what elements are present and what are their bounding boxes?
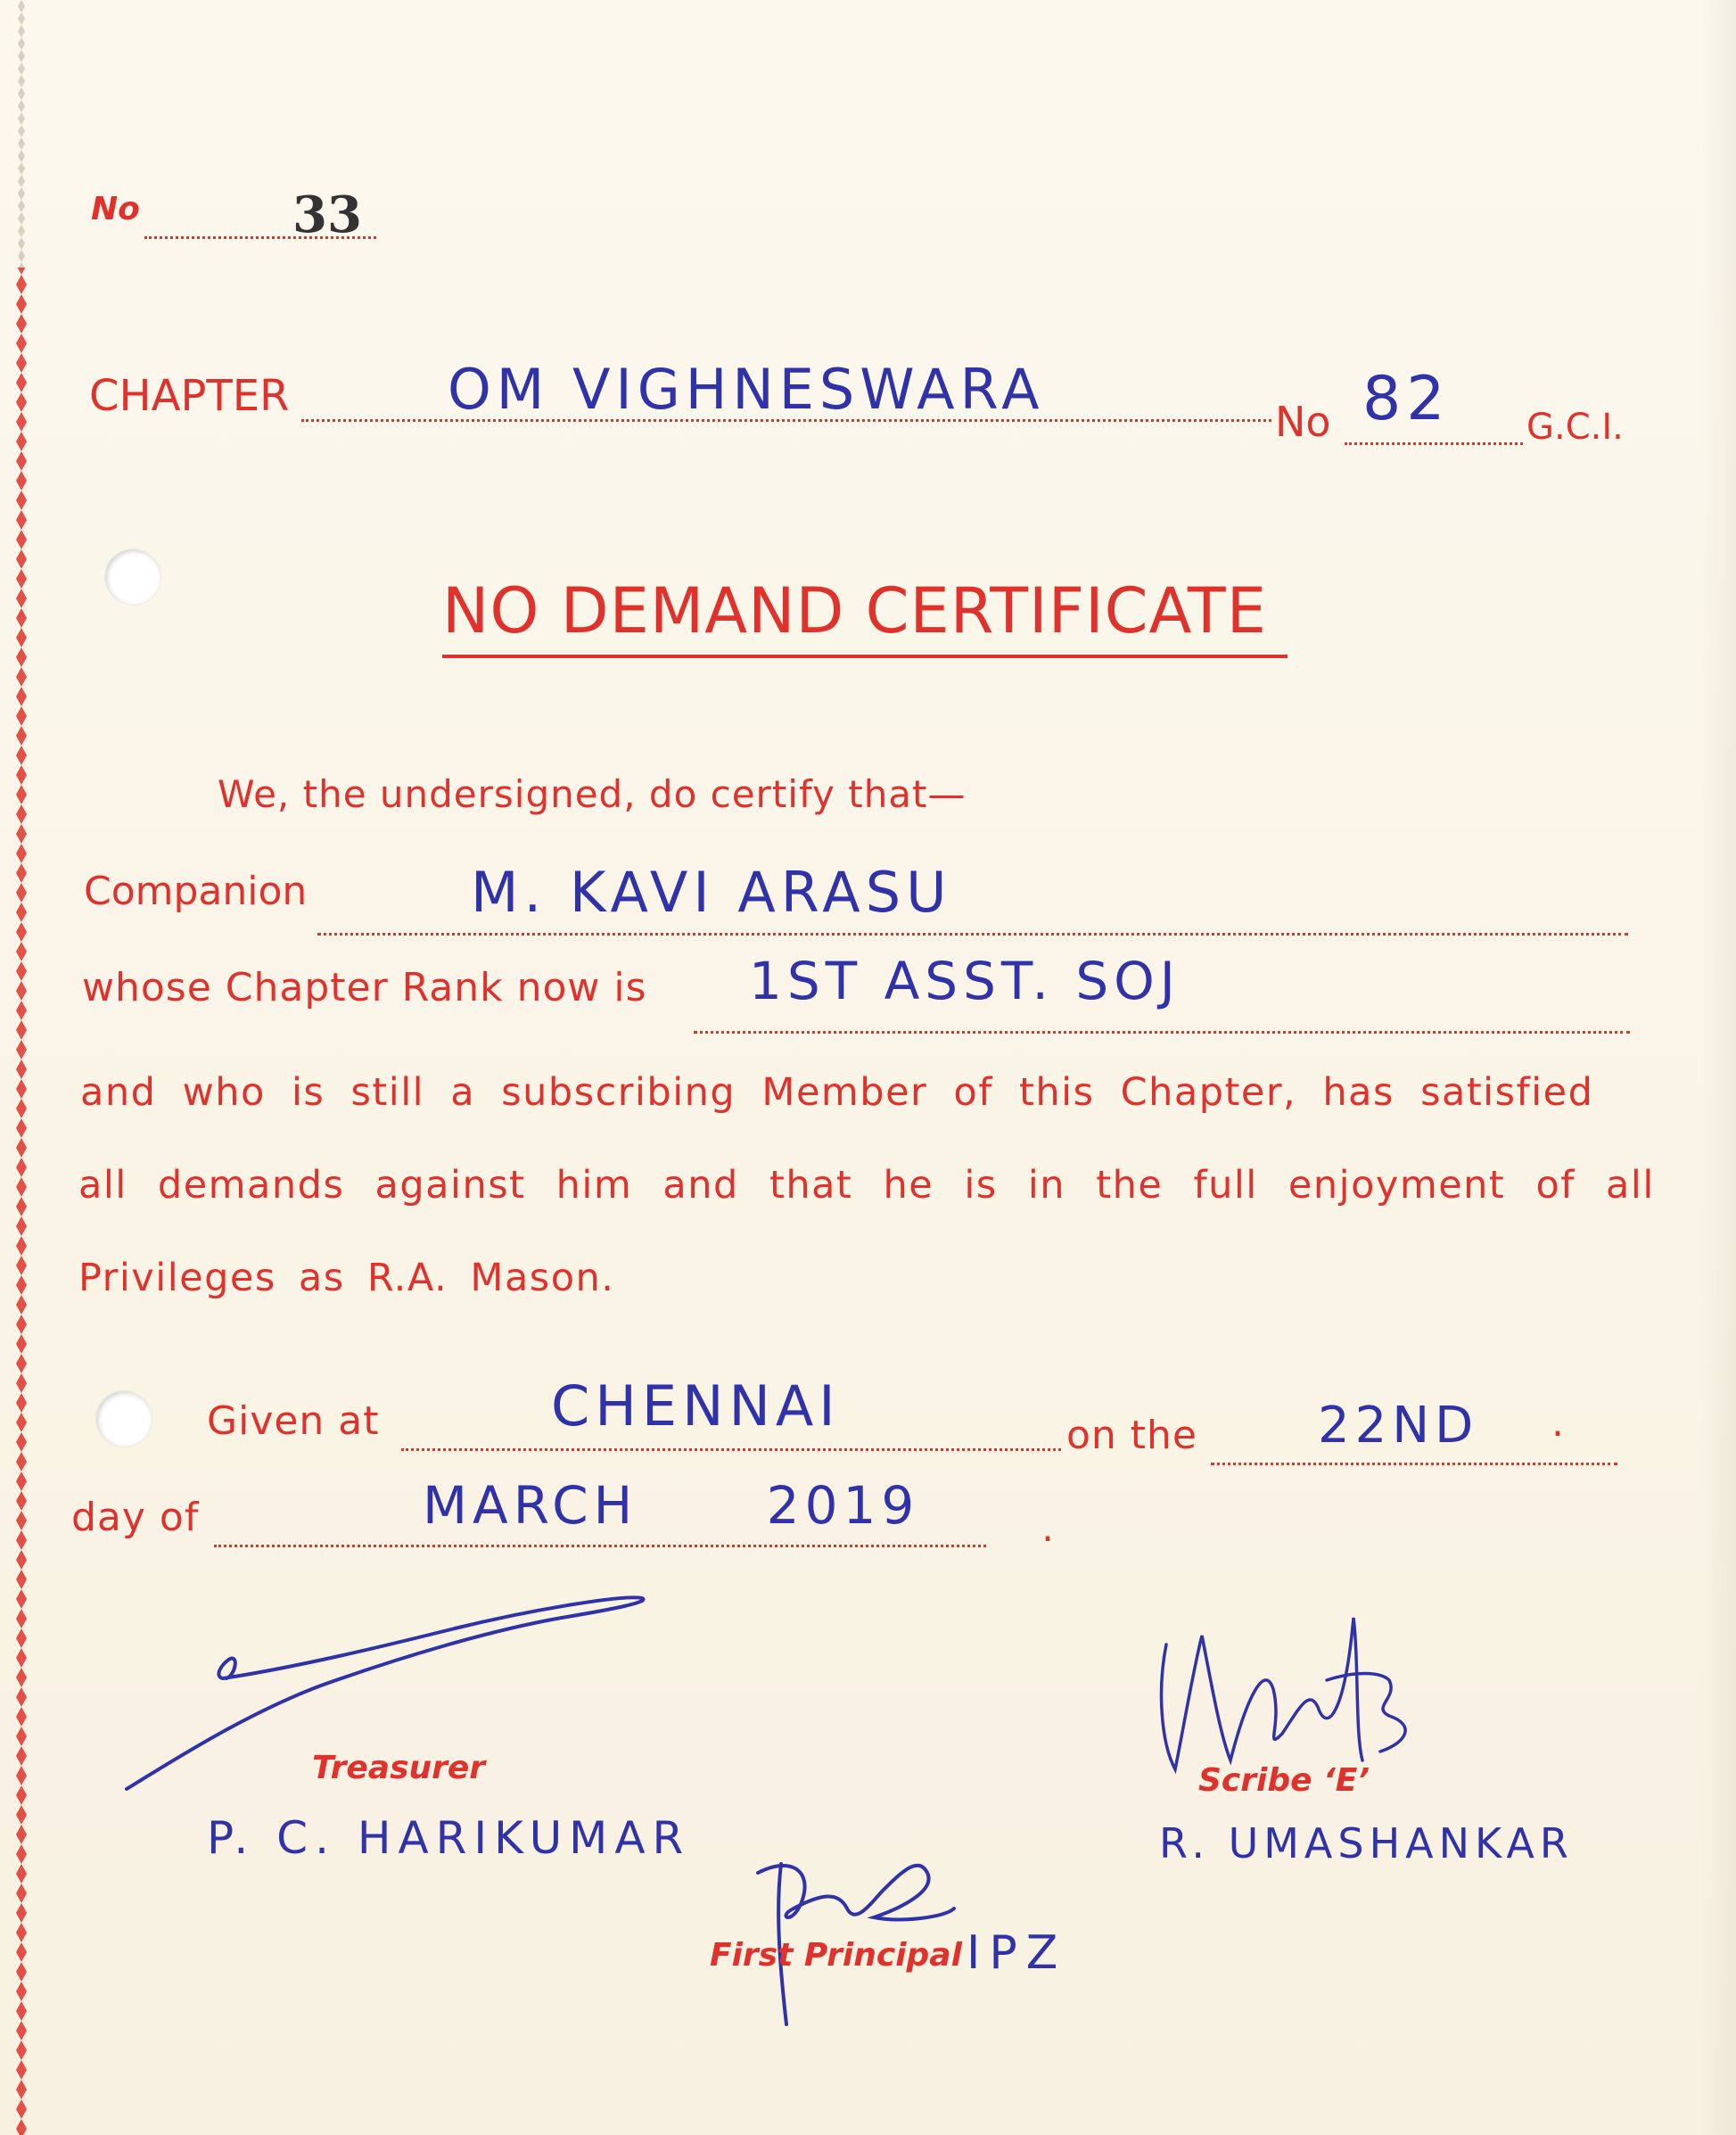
rank-label: whose Chapter Rank now is (82, 965, 647, 1010)
body-line-3: Privileges as R.A. Mason. (78, 1256, 615, 1300)
given-at-line (401, 1448, 1061, 1451)
day-line (1211, 1463, 1617, 1465)
chapter-number: 82 (1362, 364, 1451, 434)
chapter-suffix: G.C.I. (1526, 407, 1624, 448)
given-place: CHENNAI (551, 1373, 841, 1438)
companion-name: M. KAVI ARASU (471, 860, 952, 925)
scribe-label: Scribe ‘E’ (1198, 1762, 1370, 1799)
certificate-number-label: No (91, 191, 140, 227)
scribe-signature (1148, 1609, 1443, 1787)
treasurer-signature (116, 1579, 669, 1828)
treasurer-label: Treasurer (312, 1750, 486, 1786)
perforated-edge (12, 0, 30, 2135)
rank-line (694, 1031, 1630, 1034)
month-year-line (214, 1545, 986, 1547)
companion-label: Companion (84, 869, 308, 914)
body-line-2: all demands against him and that he is in the full enjoyment of all (78, 1163, 1655, 1208)
scribe-name: R. UMASHANKAR (1159, 1819, 1574, 1867)
chapter-number-line (1345, 442, 1523, 445)
month-year-period: . (1041, 1505, 1054, 1551)
day-of-label: day of (71, 1495, 200, 1540)
given-at-label: Given at (207, 1398, 380, 1444)
paper-edge-shadow (1700, 0, 1736, 2135)
companion-line (317, 933, 1628, 936)
certify-intro: We, the undersigned, do certify that— (218, 772, 967, 816)
treasurer-name: P. C. HARIKUMAR (207, 1812, 691, 1864)
chapter-number-label: No (1275, 398, 1331, 446)
first-principal-suffix: IPZ (967, 1926, 1067, 1980)
punch-hole-bottom (96, 1391, 152, 1447)
rank-value: 1ST ASST. SOJ (749, 951, 1181, 1011)
given-month-year: MARCH 2019 (423, 1475, 920, 1536)
body-line-1: and who is still a subscribing Member of this Chapter, has satisfied (80, 1070, 1594, 1115)
first-principal-label: First Principal (710, 1937, 962, 1974)
on-the-label: on the (1066, 1413, 1198, 1458)
chapter-name: OM VIGHNESWARA (448, 357, 1045, 422)
title-underline (442, 655, 1288, 658)
chapter-label: CHAPTER (89, 371, 290, 421)
certificate-number-value: 33 (292, 185, 362, 244)
punch-hole-top (105, 549, 160, 605)
given-day: 22ND (1318, 1397, 1479, 1455)
page-title: NO DEMAND CERTIFICATE (442, 574, 1267, 647)
day-period: . (1551, 1400, 1564, 1446)
